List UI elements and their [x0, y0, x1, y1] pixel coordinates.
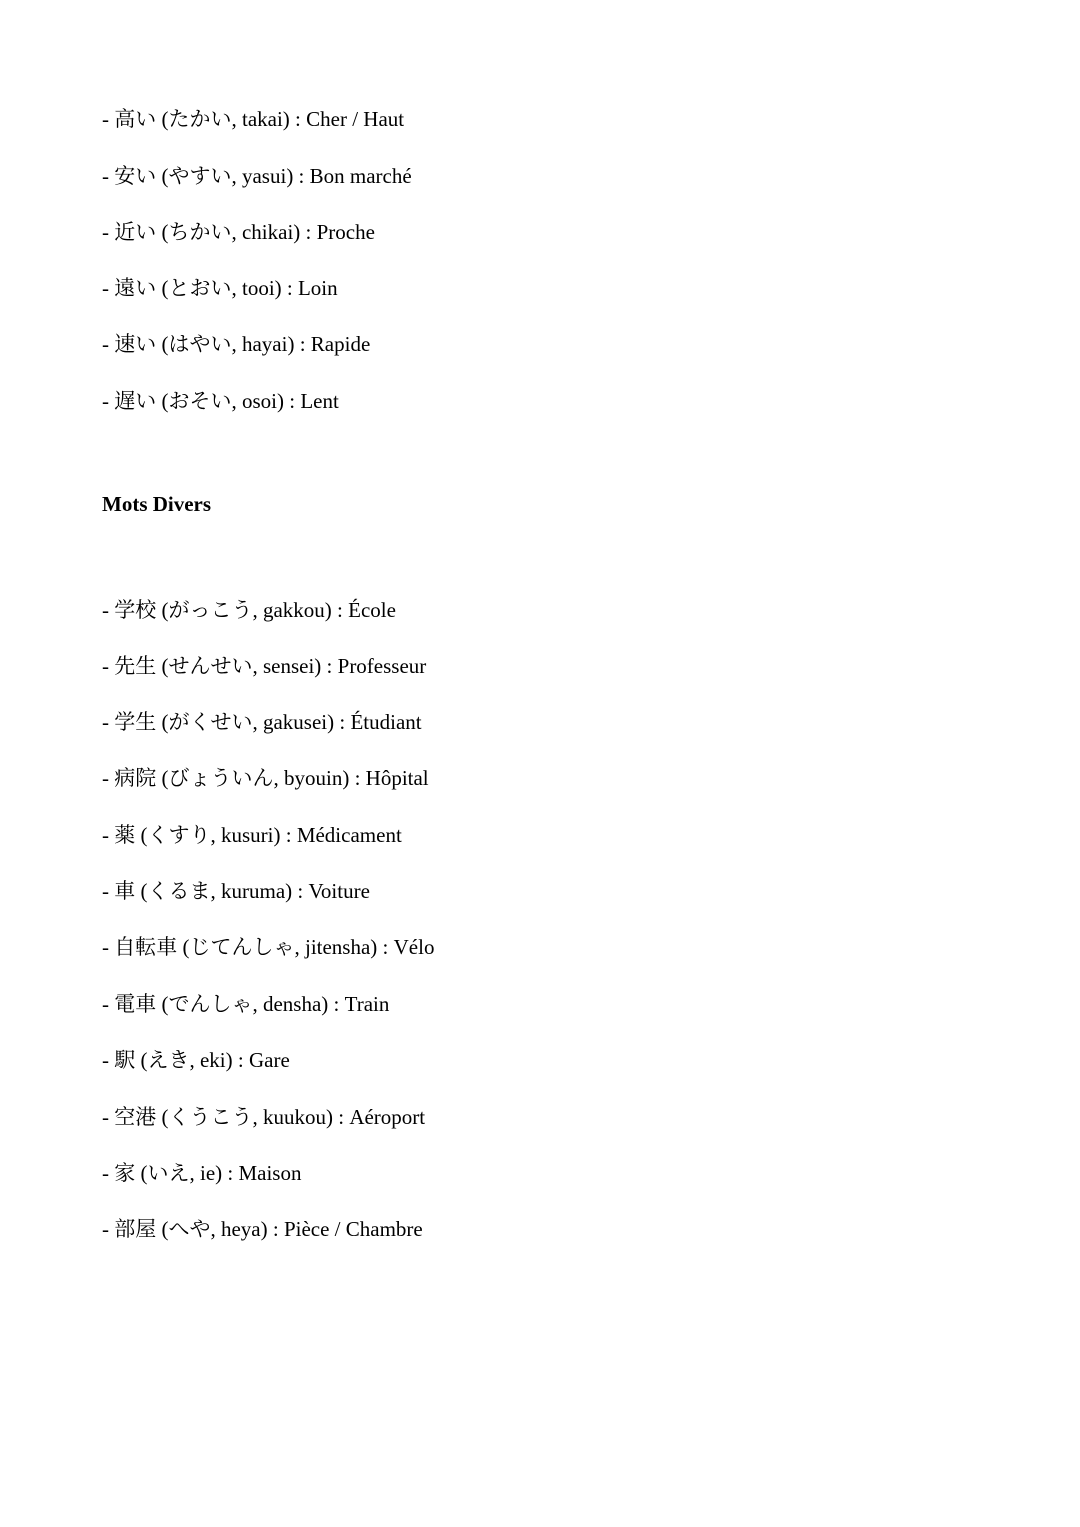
vocab-line: - 車 (くるま, kuruma) : Voiture — [102, 879, 370, 903]
vocab-line: - 近い (ちかい, chikai) : Proche — [102, 220, 375, 244]
vocab-line: - 先生 (せんせい, sensei) : Professeur — [102, 654, 427, 678]
vocab-line: - 家 (いえ, ie) : Maison — [102, 1161, 302, 1185]
vocab-line: - 部屋 (へや, heya) : Pièce / Chambre — [102, 1217, 423, 1241]
vocab-line: - 速い (はやい, hayai) : Rapide — [102, 332, 371, 356]
section-heading: Mots Divers — [102, 492, 212, 516]
vocab-line: - 病院 (びょういん, byouin) : Hôpital — [102, 766, 429, 790]
vocab-line: - 安い (やすい, yasui) : Bon marché — [102, 164, 412, 188]
vocab-line: - 遠い (とおい, tooi) : Loin — [102, 276, 338, 300]
vocab-line: - 電車 (でんしゃ, densha) : Train — [102, 992, 390, 1016]
vocab-line: - 空港 (くうこう, kuukou) : Aéroport — [102, 1105, 426, 1129]
vocab-line: - 駅 (えき, eki) : Gare — [102, 1048, 290, 1072]
vocab-line: - 薬 (くすり, kusuri) : Médicament — [102, 823, 402, 847]
vocab-line: - 学校 (がっこう, gakkou) : École — [102, 598, 396, 622]
vocab-line: - 学生 (がくせい, gakusei) : Étudiant — [102, 710, 422, 734]
vocab-line: - 遅い (おそい, osoi) : Lent — [102, 389, 339, 413]
vocab-line: - 自転車 (じてんしゃ, jitensha) : Vélo — [102, 935, 435, 959]
vocab-line: - 高い (たかい, takai) : Cher / Haut — [102, 107, 405, 131]
